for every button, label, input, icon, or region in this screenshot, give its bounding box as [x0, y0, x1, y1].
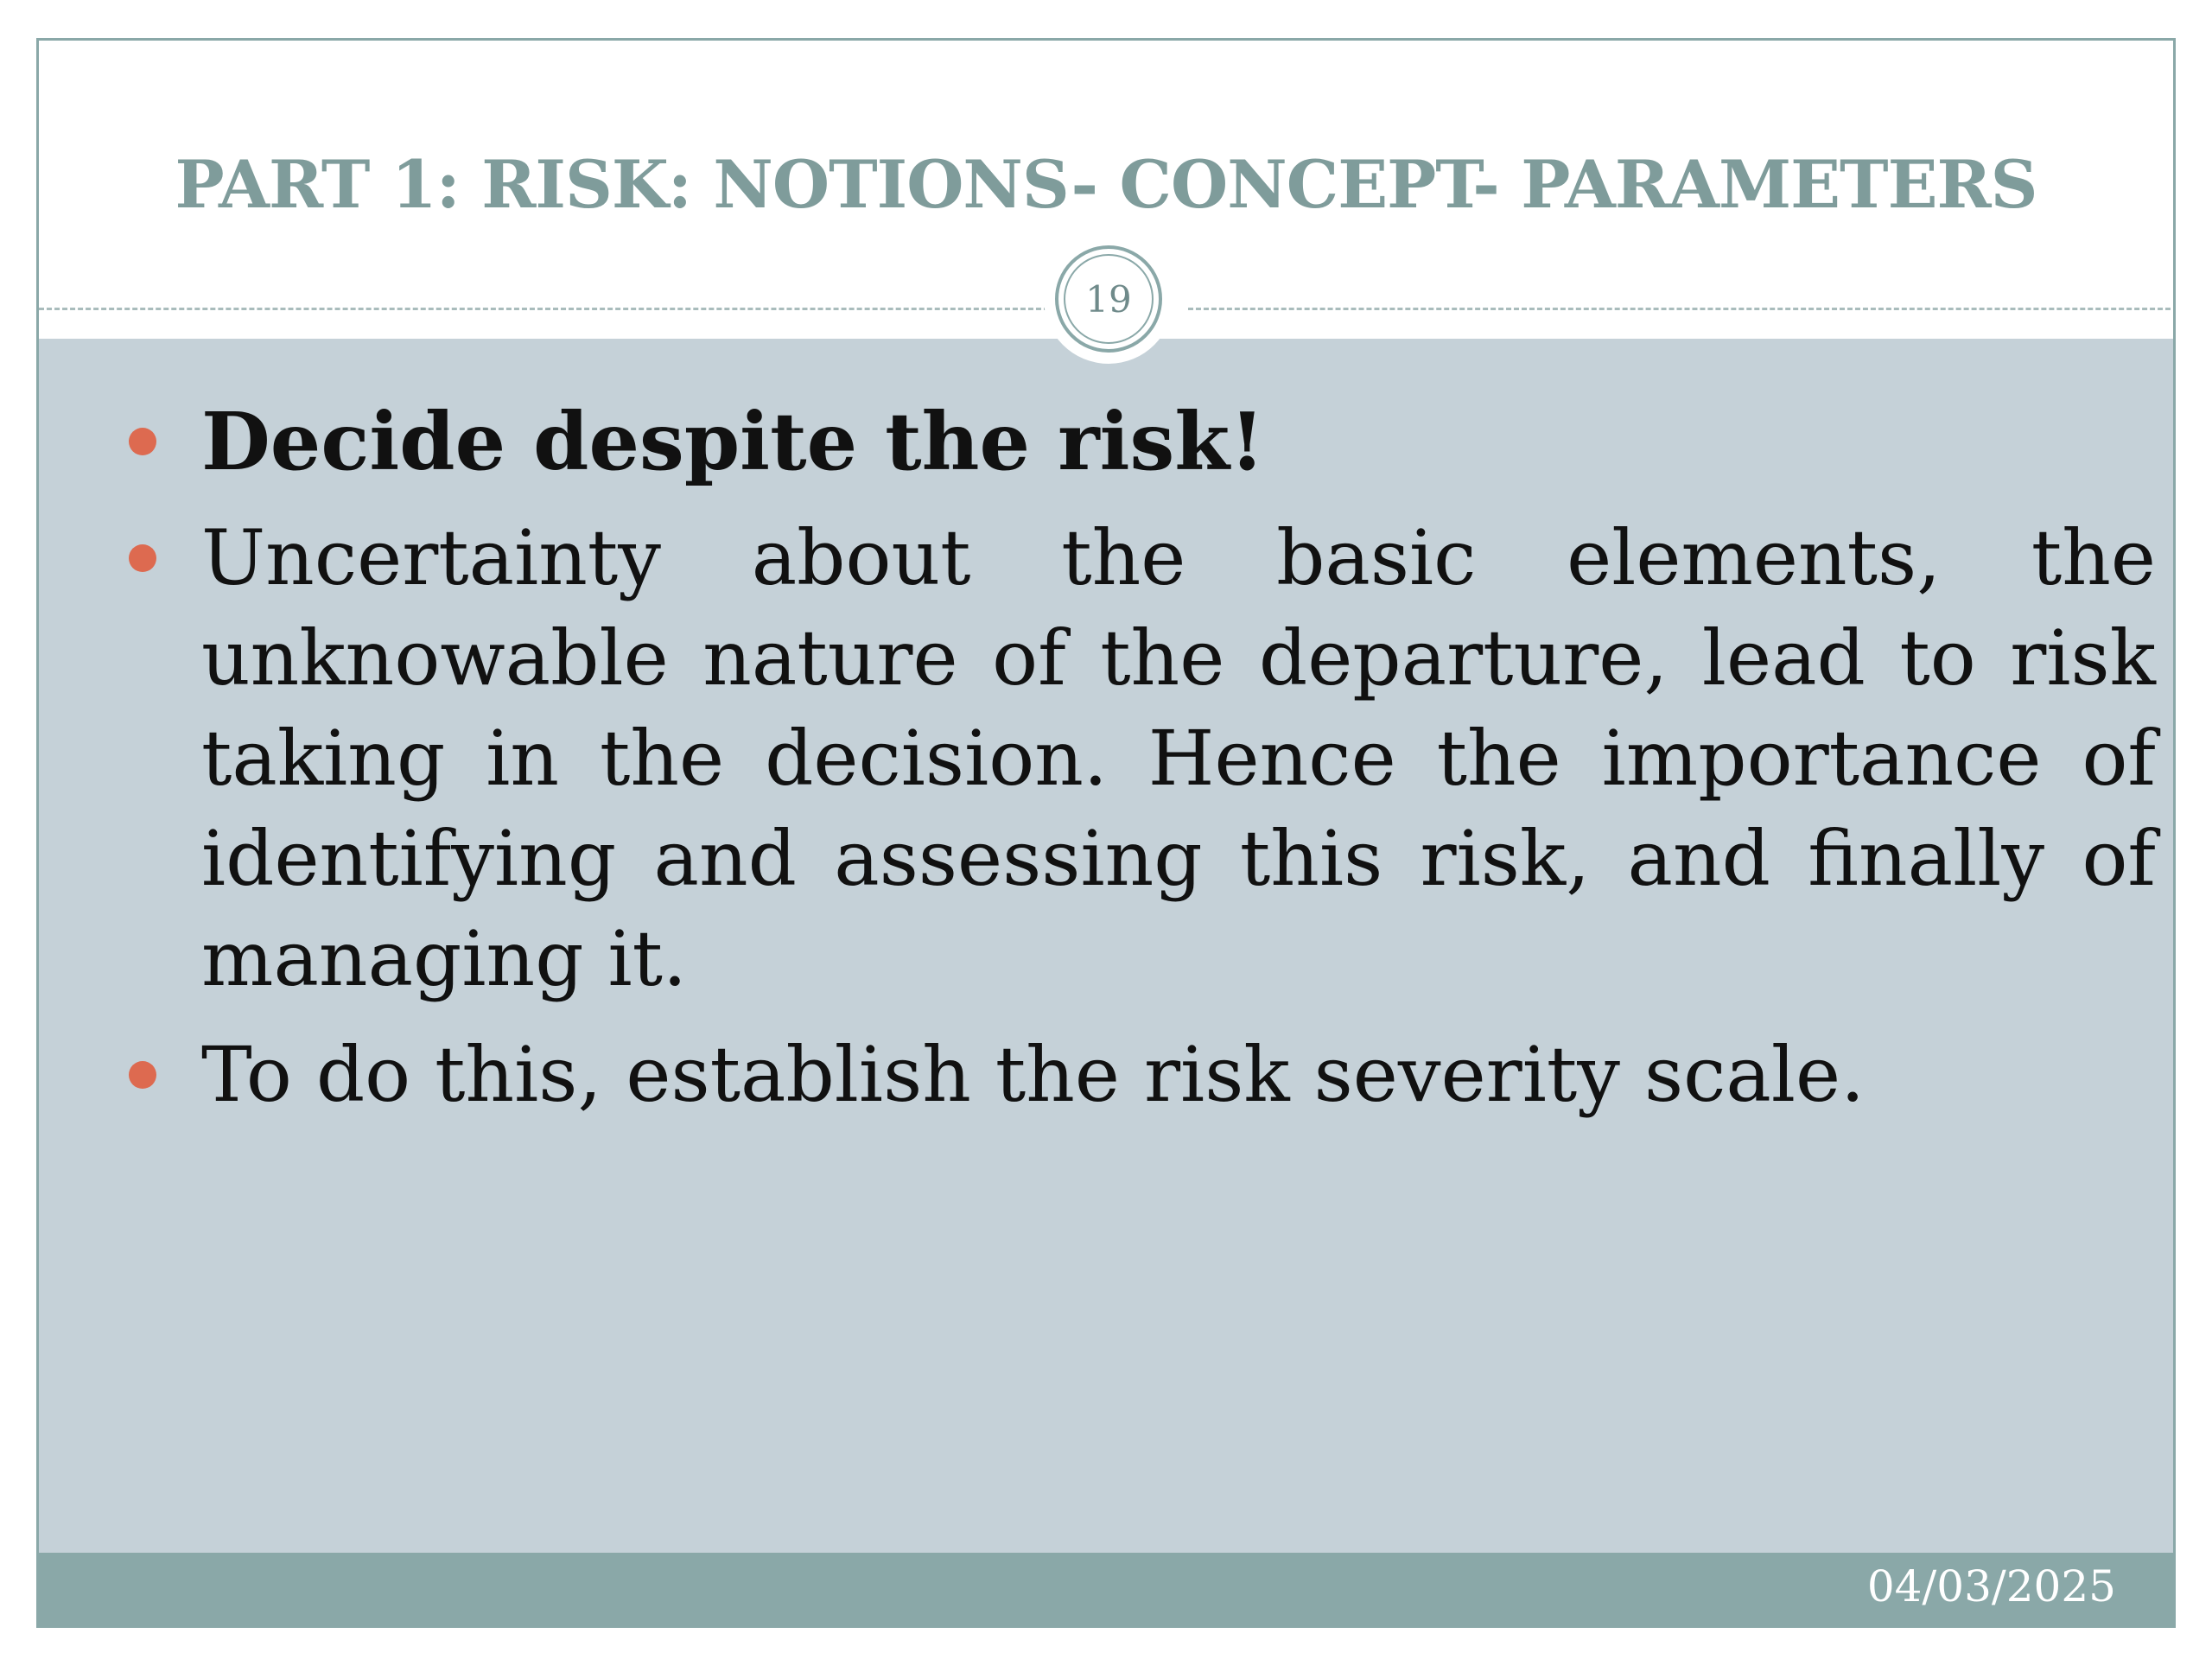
slide-content	[160, 391, 2156, 1125]
bullet-item	[160, 391, 2156, 493]
page-number: 19	[1064, 254, 1154, 344]
bullet-dot-icon	[129, 428, 156, 455]
header-divider-right	[1188, 308, 2176, 310]
slide	[36, 38, 2176, 1628]
page-number-badge	[1055, 245, 1162, 353]
slide-title: PART 1: RISK: NOTIONS- CONCEPT- PARAMETERS	[175, 146, 2037, 223]
bullet-dot-icon	[129, 1061, 156, 1089]
bullet-item	[160, 508, 2156, 1009]
bullet-item	[160, 1025, 2156, 1125]
bullet-dot-icon	[129, 544, 156, 572]
bullet-text: Decide despite the risk!	[201, 395, 1265, 488]
bullet-text: Uncertainty about the basic elements, the unknowable nature of the departure, lead to risk taking in the decision. Hence the importance of identifying and assessing this risk, and finally of managing it.	[201, 513, 2156, 1003]
slide-footer	[39, 1553, 2173, 1628]
slide-date: 04/03/2025	[1866, 1561, 2116, 1611]
bullet-text: To do this, establish the risk severity scale.	[201, 1030, 1866, 1119]
header-divider-left	[39, 308, 1057, 310]
